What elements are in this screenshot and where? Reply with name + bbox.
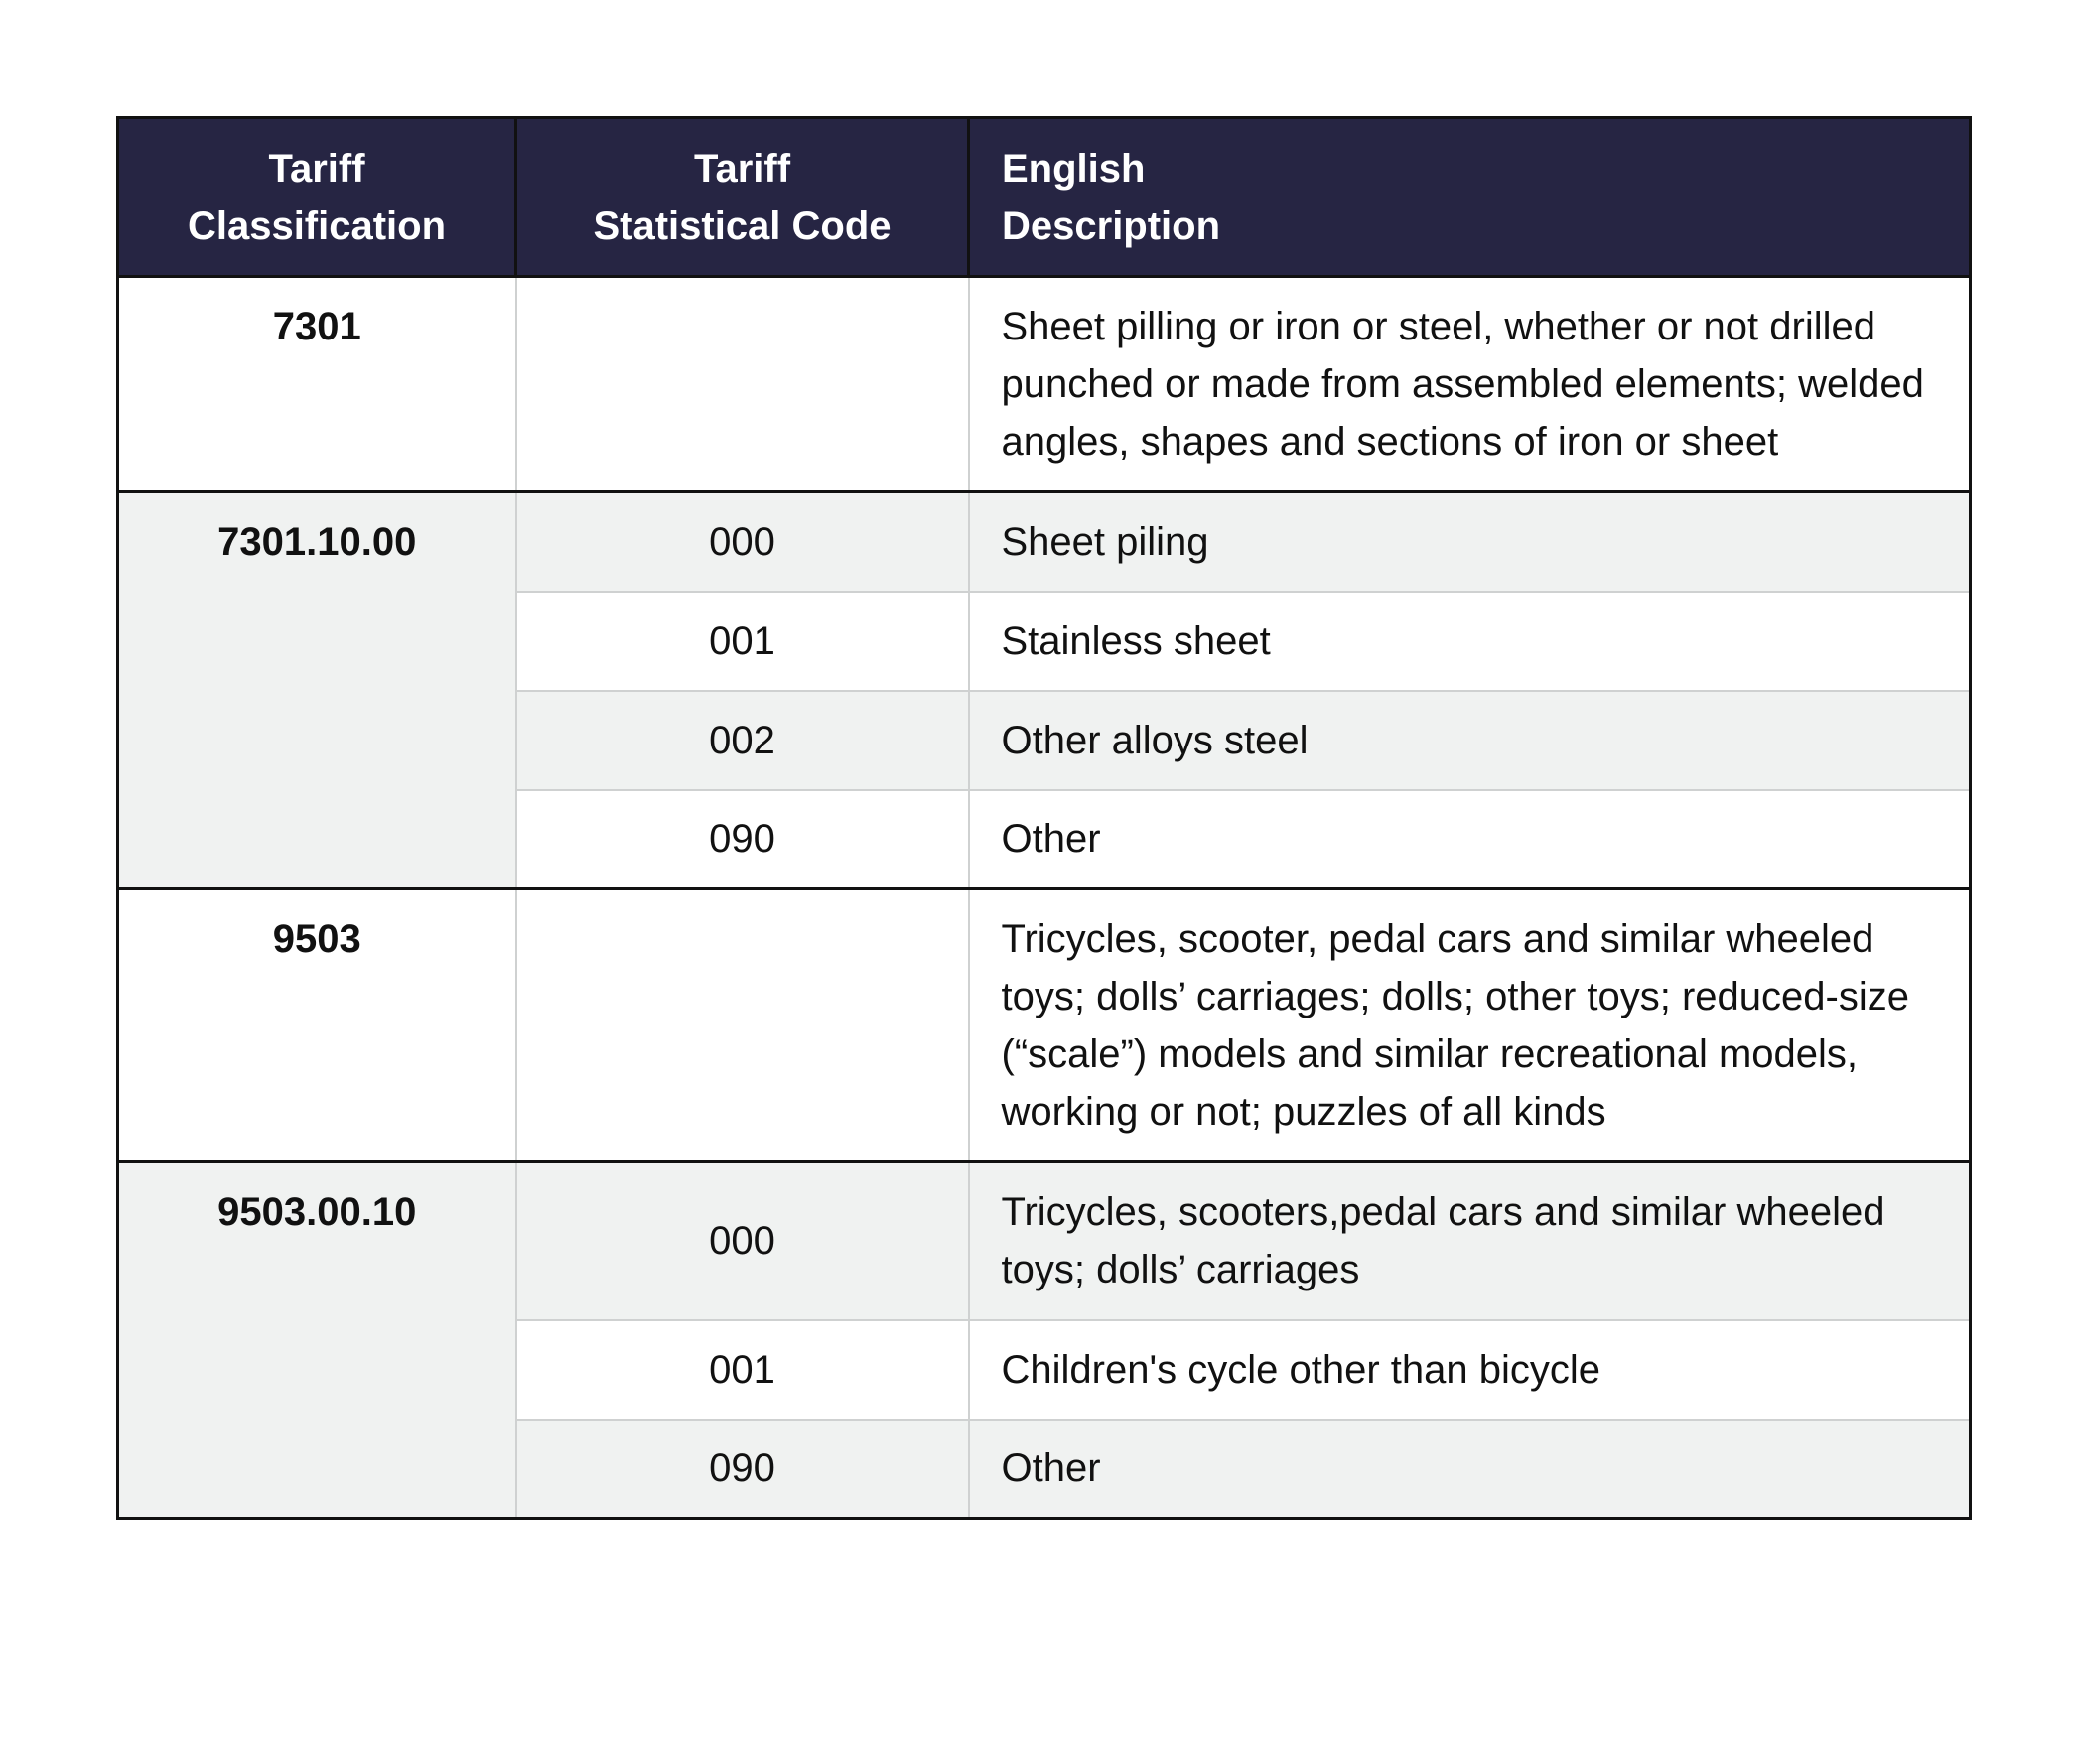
tariff-classification-cell: 7301 [118, 277, 516, 492]
statistical-code-cell: 000 [516, 1162, 969, 1320]
statistical-code-cell: 000 [516, 492, 969, 592]
statistical-code-cell: 090 [516, 1420, 969, 1519]
description-cell: Other [969, 790, 1971, 889]
description-cell: Children's cycle other than bicycle [969, 1320, 1971, 1420]
description-cell: Sheet pilling or iron or steel, whether or not drilled punched or made from assembled elements; welded angles, shapes and sections of iron or sheet [969, 277, 1971, 492]
header-line: Statistical Code [593, 204, 892, 248]
header-line: Description [1002, 204, 1221, 248]
header-line: Tariff [268, 146, 365, 191]
table-row [118, 277, 1971, 492]
statistical-code-cell [516, 889, 969, 1162]
header-tariff-classification [118, 118, 516, 277]
statistical-code-cell: 002 [516, 691, 969, 790]
tariff-table [116, 116, 1972, 1520]
tariff-classification-cell: 9503.00.10 [118, 1162, 516, 1519]
statistical-code-cell: 090 [516, 790, 969, 889]
tariff-classification-cell: 9503 [118, 889, 516, 1162]
description-cell: Other [969, 1420, 1971, 1519]
header-line: Classification [187, 204, 447, 248]
tariff-classification-cell: 7301.10.00 [118, 492, 516, 889]
header-line: English [1002, 146, 1146, 191]
table-row [118, 889, 1971, 1162]
header-tariff-statistical-code [516, 118, 969, 277]
description-cell: Stainless sheet [969, 592, 1971, 691]
description-cell: Tricycles, scooter, pedal cars and similar wheeled toys; dolls’ carriages; dolls; other toys; reduced-size (“scale”) models and similar recreational models, working or not; puzzles of all kinds [969, 889, 1971, 1162]
table-row [118, 492, 1971, 592]
description-cell: Other alloys steel [969, 691, 1971, 790]
table-header-row [118, 118, 1971, 277]
header-line: Tariff [693, 146, 791, 191]
statistical-code-cell: 001 [516, 1320, 969, 1420]
header-english-description [969, 118, 1971, 277]
description-cell: Tricycles, scooters,pedal cars and similar wheeled toys; dolls’ carriages [969, 1162, 1971, 1320]
description-cell: Sheet piling [969, 492, 1971, 592]
statistical-code-cell [516, 277, 969, 492]
table-row [118, 1162, 1971, 1320]
statistical-code-cell: 001 [516, 592, 969, 691]
